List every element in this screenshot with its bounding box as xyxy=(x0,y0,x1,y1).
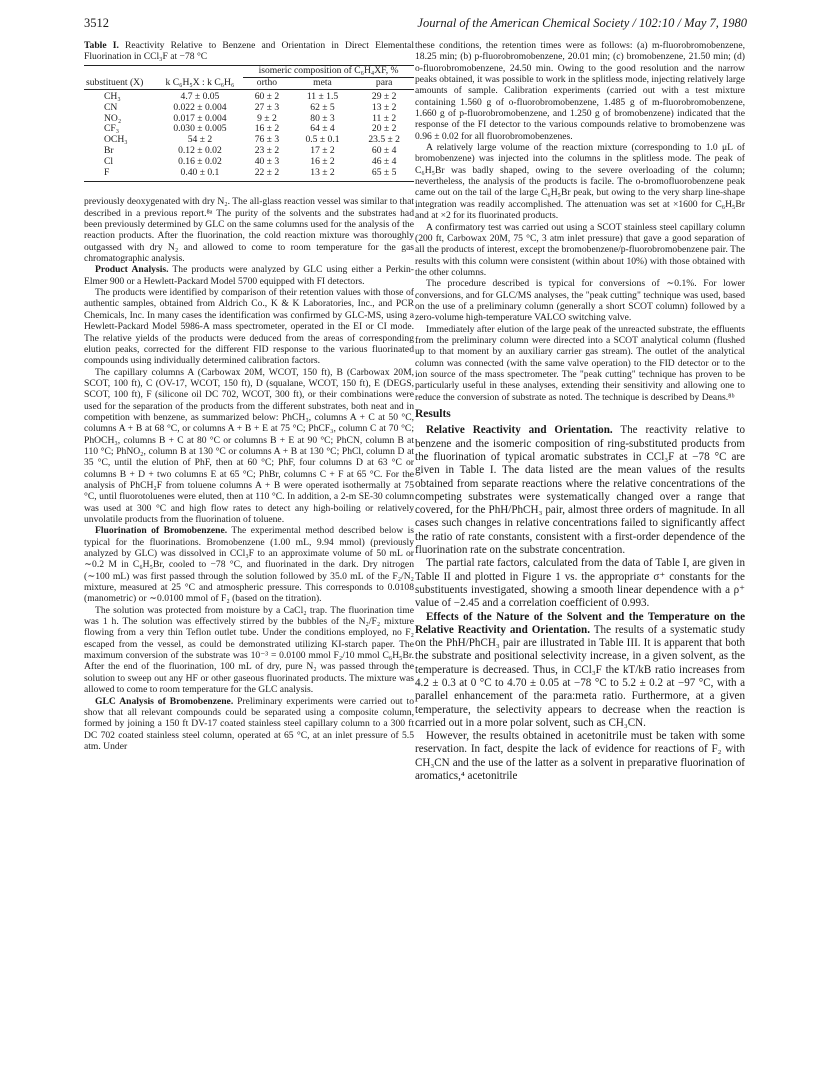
ratio-cell: 0.022 ± 0.004 xyxy=(173,101,227,113)
paragraph: The partial rate factors, calculated from the data of Table I, are given in Table II and plotted in Figure 1 vs. the appropriate σ⁺ constants for the substituents investigated, showing a smooth linear dependence with a ρ⁺ value of −2.45 and a correlation coefficient of 0.993. xyxy=(415,557,745,610)
table-caption xyxy=(84,40,414,62)
meta-header: meta xyxy=(291,78,355,90)
paragraph: The procedure described is typical for conversions of ∼0.1%. For lower conversions, and for GLC/MS analyses, the "peak cutting" technique was used, based on the use of a preliminary column (generally a short SCOT column) followed by a zero-volume high-temperature VALCO switching valve. xyxy=(415,278,745,324)
run-in-heading: GLC Analysis of Bromobenzene. xyxy=(95,695,234,707)
paragraph: Immediately after elution of the large peak of the unreacted substrate, the effluents from the preliminary column were directed into a SCOT analytical column (flushed up to that moment by an auxiliary carrier gas stream). The outlet of the analytical column was connected (with the same valve operation) to the FID detector or to the ion source of the mass spectrometer. The "peak cutting" technique has proven to be particularly useful in these analyses, extending their sensitivity and allowing one to reduce the conversion of substrate as noted. The technique is described by Deans.⁸ᵇ xyxy=(415,323,745,403)
para-cell: 65 ± 5 xyxy=(354,168,414,182)
substituent-cell: Cl xyxy=(104,155,114,167)
paragraph: A confirmatory test was carried out using a SCOT stainless steel capillary column (200 ft, Carbowax 20M, 75 °C, 3 atm inlet pressure) that gave a good separation of all the products of interest, except the bromobenzene/p-fluorobromobenzene pair. The results with this column were consistent (within about 10%) with those obtained with the other columns. xyxy=(415,221,745,278)
substituent-cell: NO₂ xyxy=(104,112,122,124)
substituent-cell: F xyxy=(84,168,157,182)
para-cell: 20 ± 2 xyxy=(371,123,397,135)
substituent-cell: CH₃ xyxy=(104,91,121,102)
paragraph: However, the results obtained in acetonitrile must be taken with some reservation. In fact, despite the lack of evidence for reactions of F₂ with CH₃CN and the use of the latter as a solvent in preparative fluorination of aromatics,⁴ acetonitrile xyxy=(415,730,745,783)
para-cell: 23.5 ± 2 xyxy=(368,134,400,146)
para-cell: 29 ± 2 xyxy=(371,91,397,102)
substituent-cell: OCH₃ xyxy=(104,134,128,146)
paragraph-text: The results of a systematic study on the PhH/PhCH₃ pair are illustrated in Table III. It is apparent that both the substrate and positional selectivity increase, in a given solvent, as the temperature is decreased. Thus, in CCl₃F the kT/kB ratio increases from 4.2 ± 0.3 at 0 °C to 4.70 ± 0.05 at −78 °C to 5.2 ± 0.2 at −97 °C, with a parallel enhancement of the para:meta ratio. Furthermore, at a given temperature, the selectivity appears to decrease when the reaction is carried out in a more polar solvent, such as CH₃CN. xyxy=(415,623,746,729)
table-row xyxy=(84,135,414,146)
reactivity-table xyxy=(84,65,414,182)
paragraph-text: Preliminary experiments were carried out to show that all relevant compounds could be separated using a composite column, formed by joining a 150 ft DV-17 coated stainless steel capillary column to a 300 ft DC 702 coated stainless steel column, operated at 65 °C, at an inlet pressure of 5.5 atm. Under xyxy=(84,695,414,752)
meta-cell: 17 ± 2 xyxy=(310,144,335,156)
ratio-cell: 0.12 ± 0.02 xyxy=(178,144,222,156)
ortho-cell: 9 ± 2 xyxy=(257,112,277,124)
table-row xyxy=(84,168,414,182)
table-caption-text: Reactivity Relative to Benzene and Orientation in Direct Elemental Fluorination in CCl₃F at −78 °C xyxy=(84,40,414,63)
paragraph xyxy=(415,611,745,731)
para-header: para xyxy=(354,78,414,90)
table-row xyxy=(84,90,414,103)
ratio-cell: 0.40 ± 0.1 xyxy=(157,168,243,182)
run-in-heading: Effects of the Nature of the Solvent and the Temperature on the Relative Reactivity and Orientation. xyxy=(415,610,745,636)
meta-cell: 80 ± 3 xyxy=(310,112,335,124)
ortho-cell: 27 ± 3 xyxy=(254,101,280,113)
isomeric-composition-header: isomeric composition of C₆H₄XF, % xyxy=(243,66,414,78)
paragraph: The products were identified by comparison of their retention values with those of authentic samples, obtained from Aldrich Co., K & K Laboratories, Inc., and PCR Chemicals, Inc. In many cases the identification was confirmed by GLC-MS, using a Hewlett-Packard Model 5986-A mass spectrometer, operated in the EI or CI mode. The relative yields of the products were deduced from the areas of corresponding elution peaks, corrected for the different FID response to the various fluorinated compounds using individually determined calibration factors. xyxy=(84,287,414,367)
table-row xyxy=(84,114,414,125)
col-spacer xyxy=(84,66,157,78)
ratio-cell: 54 ± 2 xyxy=(187,134,213,146)
ratio-cell: 4.7 ± 0.05 xyxy=(180,91,220,102)
ortho-cell: 40 ± 3 xyxy=(254,155,280,167)
para-cell: 13 ± 2 xyxy=(371,101,397,113)
paragraph: these conditions, the retention times were as follows: (a) m-fluorobromobenzene, 18.25 min; (b) p-fluorobromobenzene, 20.01 min; (c) bromobenzene, 21.50 min; (d) o-fluorobromobenzene, 24.50 min. Owing to the good resolution and the narrow peaks obtained, it was possible to work in the splitless mode, injecting relatively large amounts of sample. Calibration experiments (carried out with a test mixture containing 1.560 g of o-fluorobromobenzene, 1.485 g of m-fluorobromobenzene, 1.660 g of p-fluorobromobenzene, and 1.250 g of bromobenzene) indicated that the response of the FI detector to the various compounds relative to bromobenzene was 0.96 ± 0.02 for all fluorobromobenzenes. xyxy=(415,40,745,142)
ratio-cell: 0.017 ± 0.004 xyxy=(173,112,227,124)
ortho-cell: 23 ± 2 xyxy=(254,144,280,156)
meta-cell: 62 ± 5 xyxy=(310,101,335,113)
ortho-header: ortho xyxy=(243,78,291,90)
meta-cell: 13 ± 2 xyxy=(291,168,355,182)
substituent-cell: CF₃ xyxy=(104,123,120,135)
run-in-heading: Relative Reactivity and Orientation. xyxy=(426,424,613,437)
ortho-cell: 16 ± 2 xyxy=(254,123,280,135)
table-row xyxy=(84,146,414,157)
meta-cell: 64 ± 4 xyxy=(310,123,335,135)
running-header: Journal of the American Chemical Society / 102:10 / May 7, 1980 xyxy=(417,16,747,30)
ortho-cell: 60 ± 2 xyxy=(254,91,280,102)
substituent-cell: Br xyxy=(104,144,114,156)
paragraph: previously deoxygenated with dry N₂. The all-glass reaction vessel was similar to that described in a previous report.⁸ᵃ The purity of the solvents and the substrates had been previously determined by GLC on the same columns used for the analysis of the reaction products. After the fluorination, the cold reaction mixture was thoroughly outgassed with dry N₂ and allowed to come to room temperature for the gas chromatographic analysis. xyxy=(84,196,414,265)
col-spacer xyxy=(157,66,243,78)
substituent-header: substituent (X) xyxy=(84,78,157,90)
ratio-cell: 0.16 ± 0.02 xyxy=(178,155,222,167)
meta-cell: 11 ± 1.5 xyxy=(306,91,339,102)
ortho-cell: 76 ± 3 xyxy=(254,134,280,146)
para-cell: 60 ± 4 xyxy=(371,144,397,156)
meta-cell: 16 ± 2 xyxy=(310,155,335,167)
para-cell: 11 ± 2 xyxy=(372,112,397,124)
run-in-heading: Fluorination of Bromobenzene. xyxy=(95,525,228,537)
paragraph-text: The experimental method described below is typical for the fluorinations. Bromobenzene (1.00 mL, 9.94 mmol) (previously analyzed by GLC) was dissolved in CCl₃F to an approximate volume of 50 mL or ∼0.2 M in C₆H₅Br, cooled to −78 °C, and fluorinated in the dark. Dry nitrogen (∼100 mL) was first passed through the solution followed by 35.0 mL of the F₂/N₂ mixture, measured at 25 °C and atmospheric pressure. This corresponds to 0.0108 (manometric) or ∼0.0100 mmol of F₂ (based on the titration). xyxy=(84,525,414,605)
paragraph-text: The products were analyzed by GLC using either a Perkin-Elmer 900 or a Hewlett-Packard Model 5700 equipped with FI detectors. xyxy=(84,264,414,287)
paragraph: The capillary columns A (Carbowax 20M, WCOT, 150 ft), B (Carbowax 20M, SCOT, 100 ft), C (OV-17, WCOT, 150 ft), D (squalane, WCOT, 150 ft), E (DEGS, SCOT, 100 ft), F (silicone oil DC 702, WCOT, 300 ft), or their combinations were used for the separation of the products from the different substrates, both neat and in competition with benzene, as summarized below: PhCH₃, columns A + C at 50 °C, columns A + B at 68 °C, or columns A + B + E at 75 °C; PhCF₃, column C at 70 °C; PhOCH₃, columns B + C at 80 °C or columns B + E at 90 °C; PhCN, column B at 110 °C; PhNO₂, column B at 130 °C or columns A + B at 130 °C; PhCl, column D at 35 °C, until the elution of PhF, then at 60 °C; PhF, four columns D at 63 °C or columns B + D + two columns E at 65 °C; PhBr, columns C + F at 65 °C. For the analysis of PhCH₂F from toluene columns A + B were operated isothermally at 75 °C, until fluorotoluenes were eluted, then at 110 °C. In addition, a 2-m SE-30 column was used at 300 °C and high flow rates to detect any high-boiling or relatively unvolatile products from the fluorination of toluene. xyxy=(84,366,414,525)
table-row xyxy=(84,157,414,168)
substituent-cell: CN xyxy=(104,101,118,113)
meta-cell: 0.5 ± 0.1 xyxy=(305,134,340,146)
table-caption-label: Table I. xyxy=(84,40,119,51)
ratio-header: k C₆H₅X : k C₆H₆ xyxy=(157,78,243,90)
para-cell: 46 ± 4 xyxy=(371,155,397,167)
table-row xyxy=(84,103,414,114)
run-in-heading: Product Analysis. xyxy=(95,264,169,276)
right-column xyxy=(415,40,745,783)
paragraph xyxy=(84,696,414,753)
section-heading-results: Results xyxy=(415,408,451,420)
paragraph: The solution was protected from moisture by a CaCl₂ trap. The fluorination time was 1 h. The solution was effectively stirred by the bubbles of the N₂/F₂ mixture flowing from a very thin Teflon outlet tube. Under the conditions employed, no F₂ escaped from the vessel, as could be demonstrated utilizing KI-starch paper. The maximum conversion of the substrate was 10⁻³ = 0.0100 mmol F₂/10 mmol C₆H₅Br. After the end of the fluorination, 100 mL of dry, pure N₂ was passed through the solution to sweep out any HF or other gaseous fluorinated products. The mixture was allowed to come to room temperature for the GLC analysis. xyxy=(84,604,414,696)
page-number: 3512 xyxy=(84,16,109,30)
paragraph xyxy=(84,264,414,287)
paragraph: A relatively large volume of the reaction mixture (corresponding to 1.0 μL of bromobenzene) was injected into the columns in the splitless mode. The peak of C₆H₅Br was badly shaped, owing to the severe overloading of the column; nevertheless, the analysis of the products is facile. The o-bromofluorobenzene peak came out on the tail of the large C₆H₅Br peak, but owing to the very sharp line-shape integration was readily accomplished. The attenuation was set at ×1600 for C₆H₅Br and at ×2 for its fluorinated products. xyxy=(415,142,745,222)
ortho-cell: 22 ± 2 xyxy=(243,168,291,182)
paragraph xyxy=(415,424,745,557)
paragraph-text: The reactivity relative to benzene and the isomeric composition of ring-substituted products from the fluorination of typical aromatic substrates in CCl₃F at −78 °C are given in Table I. The data listed are the mean values of the results obtained from separate reactions where the relative concentrations of the competing substrates were systematically changed over a range that covered, for the PhH/PhCH₃ pair, almost three orders of magnitude. In all cases such changes in relative concentrations failed to significantly affect the ratio of rate constants, consistent with a first-order dependence of the fluorination rate on the substrate concentration. xyxy=(415,424,745,557)
ratio-cell: 0.030 ± 0.005 xyxy=(173,123,227,135)
left-column xyxy=(84,40,414,752)
paragraph xyxy=(84,525,414,604)
table-row xyxy=(84,124,414,135)
